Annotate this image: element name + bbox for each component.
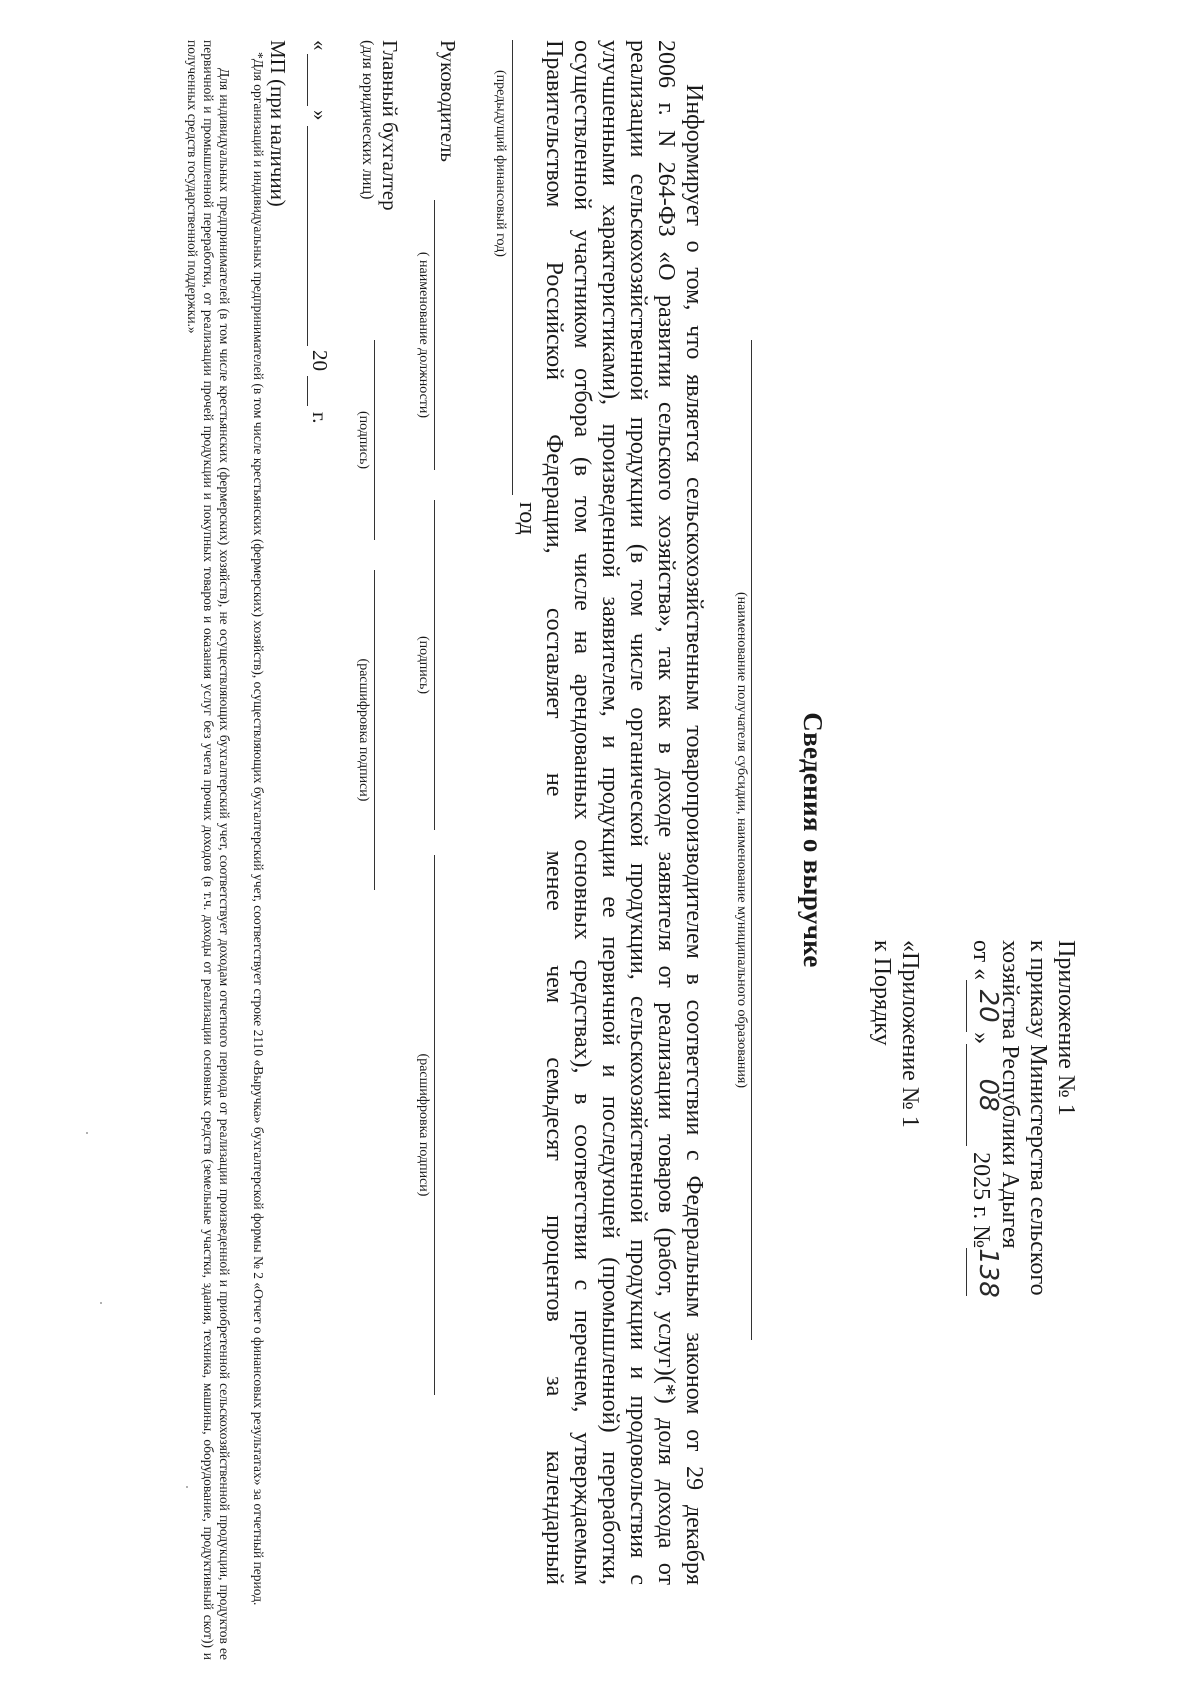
- date-mid: »: [968, 1032, 994, 1045]
- statement-line-2: 2006 г. N 264-ФЗ «О развитии сельского хозяйства», так как в доходе заявителя от реализации товаров (работ, услуг)(*) доля дохода от: [653, 40, 679, 1585]
- sign-month-line: [307, 126, 308, 346]
- document-title: Сведения о выручке: [798, 712, 828, 968]
- statement-paragraph: [540, 40, 708, 1585]
- sign-day-line: [307, 54, 308, 106]
- head-signature-caption: (подпись): [416, 635, 431, 695]
- head-signature-line: [434, 500, 435, 830]
- statement-line-3: реализации сельскохозяйственной продукции (в том числе органической продукции, сельскохозяйственной продукции и продовольствия с: [625, 40, 651, 1585]
- handwritten-day: 20: [973, 989, 1003, 1023]
- accountant-sublabel: (для юридических лиц): [359, 40, 376, 200]
- annex-line-2: к Порядку: [869, 940, 895, 1046]
- head-decode-caption: (расшифровка подписи): [416, 1053, 431, 1197]
- date-prefix: от «: [968, 940, 994, 981]
- sign-date-close: »: [308, 110, 332, 121]
- accountant-decode-line: [374, 570, 375, 890]
- statement-line-4: улучшенными характеристиками), произведенной заявителем, и продукции ее первичной и последующей (промышленной) переработки,: [597, 40, 623, 1585]
- year-word: год: [514, 502, 540, 535]
- year-line: [512, 40, 513, 495]
- scan-speck: [100, 1302, 102, 1304]
- statement-line-5: осуществленной участником отбора (в том числе на арендованных основных средствах), в соответствии с перечнем, утверждаемым: [569, 40, 595, 1585]
- year-label: 2025 г. №: [968, 1152, 994, 1249]
- statement-line-1: Информирует о том, что является сельскохозяйственным товаропроизводителем в соответствии с Федеральным законом от 29 декабря: [681, 84, 707, 1585]
- recipient-caption: (наименование получателя субсидии, наименование муниципального образования): [734, 591, 749, 1088]
- statement-line-6: Правительством Российской Федерации, составляет не менее чем семьдесят процентов за календарный: [541, 40, 567, 1585]
- header-order-ref: к приказу Министерства сельского: [1025, 940, 1051, 1296]
- head-label: Руководитель: [436, 40, 460, 162]
- position-line: [434, 200, 435, 470]
- accountant-decode-caption: (расшифровка подписи): [356, 658, 371, 802]
- handwritten-month: 08: [973, 1078, 1003, 1112]
- accountant-signature-line: [374, 340, 375, 540]
- sign-year-prefix: 20: [308, 350, 332, 371]
- head-decode-line: [434, 855, 435, 1395]
- sign-year-line: [307, 376, 308, 406]
- footnote-2: Для индивидуальных предпринимателей (в том числе крестьянских (фермерских) хозяйств), не осуществляющих бухгалтерский учет, соответствует доходам отчетного периода от реализации произведенной и приобретенной сельскохозяйственной продукции, продуктов ее первичной и промышленной переработки, от реализации прочей продукции и покупных товаров и оказания услуг без учета прочих доходов (в т.ч. доходы от реализации основных средств (земельные участки, здания, техника, машины, оборудование, продуктивный скот)) и полученных средств государственной поддержки.»: [185, 40, 232, 1660]
- header-appendix: Приложение № 1: [1053, 940, 1079, 1116]
- accountant-signature-caption: (подпись): [356, 410, 371, 470]
- position-caption: ( наименование должности): [416, 251, 431, 419]
- sign-date-open: «: [308, 40, 332, 51]
- sign-year-suffix: г.: [308, 412, 332, 424]
- annex-line-1: «Приложение № 1: [897, 940, 923, 1128]
- rotated-document: [120, 40, 1080, 1660]
- recipient-line: [751, 340, 752, 1340]
- handwritten-order-number: 138: [973, 1248, 1003, 1298]
- year-caption: (предыдущий финансовый год): [493, 70, 508, 257]
- scan-speck: [86, 1132, 88, 1134]
- header-ministry: хозяйства Республики Адыгея: [997, 940, 1023, 1249]
- header-date-line: [966, 940, 1003, 1298]
- accountant-label: Главный бухгалтер: [378, 40, 402, 211]
- stamp-label: МП (при наличии): [266, 40, 290, 207]
- footnote-1: *Для организаций и индивидуальных предпринимателей (в том числе крестьянских (фермерских) хозяйств), осуществляющих бухгалтерский учет, соответствует строке 2110 «Выручка» бухгалтерской формы № 2 «Отчет о финансовых результатах» за отчетный период.: [251, 52, 266, 1606]
